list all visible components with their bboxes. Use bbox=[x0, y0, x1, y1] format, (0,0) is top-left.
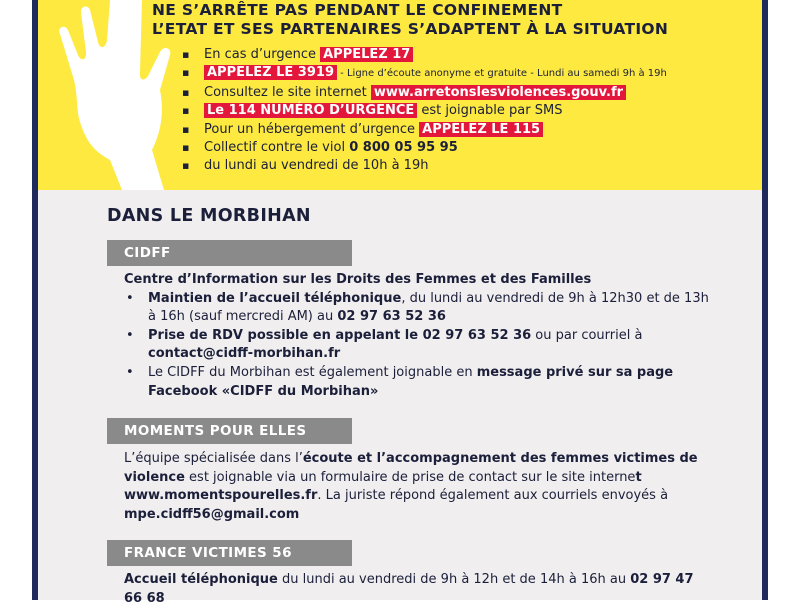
france-victimes-tag: FRANCE VICTIMES 56 bbox=[107, 540, 352, 566]
headline-line-1: NE S’ARRÊTE PAS PENDANT LE CONFINEMENT bbox=[152, 1, 563, 19]
headline-line-2: L’ETAT ET SES PARTENAIRES S’ADAPTENT À LA SITUATION bbox=[152, 20, 669, 38]
website-link[interactable]: www.arretonslesviolences.gouv.fr bbox=[371, 85, 626, 100]
list-item: • Maintien de l’accueil téléphonique, du lundi au vendredi de 9h à 12h30 et de 13h à 16h (sauf mercredi AM) au 02 97 63 52 36 bbox=[124, 290, 714, 327]
moments-website[interactable]: t www.momentspourelles.fr bbox=[124, 469, 642, 504]
list-item: • Le CIDFF du Morbihan est également joignable en message privé sur sa page Facebook «CIDFF du Morbihan» bbox=[124, 364, 714, 401]
list-item-continuation: ▪ du lundi au vendredi de 10h à 19h bbox=[178, 157, 667, 175]
list-item: ▪ En cas d’urgence APPELEZ 17 bbox=[178, 46, 667, 64]
france-victimes-block: Accueil téléphonique du lundi au vendredi de 9h à 12h et de 14h à 16h au 02 97 47 66 68 bbox=[124, 572, 694, 606]
list-item: ▪ Pour un hébergement d’urgence APPELEZ LE 115 bbox=[178, 121, 667, 139]
call-17-highlight: APPELEZ 17 bbox=[320, 47, 413, 62]
list-item: ▪ Le 114 NUMÉRO D’URGENCE est joignable par SMS bbox=[178, 102, 667, 120]
section-title: DANS LE MORBIHAN bbox=[107, 206, 311, 226]
france-victimes-phone: 02 97 47 66 68 bbox=[124, 572, 694, 606]
moments-email[interactable]: mpe.cidff56@gmail.com bbox=[124, 506, 300, 522]
list-item: • Prise de RDV possible en appelant le 02 97 63 52 36 ou par courriel à contact@cidff-morbihan.fr bbox=[124, 327, 714, 364]
cidff-list bbox=[124, 290, 714, 402]
cidff-block bbox=[124, 271, 714, 401]
moments-tag: MOMENTS POUR ELLES bbox=[107, 418, 352, 444]
list-item: ▪ Collectif contre le viol 0 800 05 95 95 bbox=[178, 139, 667, 157]
cidff-email[interactable]: contact@cidff-morbihan.fr bbox=[148, 346, 341, 362]
urgent-contacts-list bbox=[178, 46, 667, 176]
list-item: ▪ Consultez le site internet www.arretonslesviolences.gouv.fr bbox=[178, 84, 667, 102]
sms-114-highlight: Le 114 NUMÉRO D’URGENCE bbox=[204, 103, 417, 118]
list-item: ▪ APPELEZ LE 3919 - Ligne d’écoute anonyme et gratuite - Lundi au samedi 9h à 19h bbox=[178, 64, 667, 83]
headline bbox=[152, 1, 668, 39]
call-115-highlight: APPELEZ LE 115 bbox=[419, 122, 543, 137]
moments-block: L’équipe spécialisée dans l’écoute et l’accompagnement des femmes victimes de violence est joignable via un formulaire de prise de contact sur le site internet www.momentspourelles.fr. La juriste répond également aux courriels envoyés à mpe.cidff56@gmail.com bbox=[124, 451, 698, 522]
cidff-tag: CIDFF bbox=[107, 240, 352, 266]
cidff-intro: Centre d’Information sur les Droits des Femmes et des Familles bbox=[124, 272, 592, 287]
call-3919-highlight: APPELEZ LE 3919 bbox=[204, 65, 337, 80]
rape-hotline-number: 0 800 05 95 95 bbox=[349, 140, 458, 156]
